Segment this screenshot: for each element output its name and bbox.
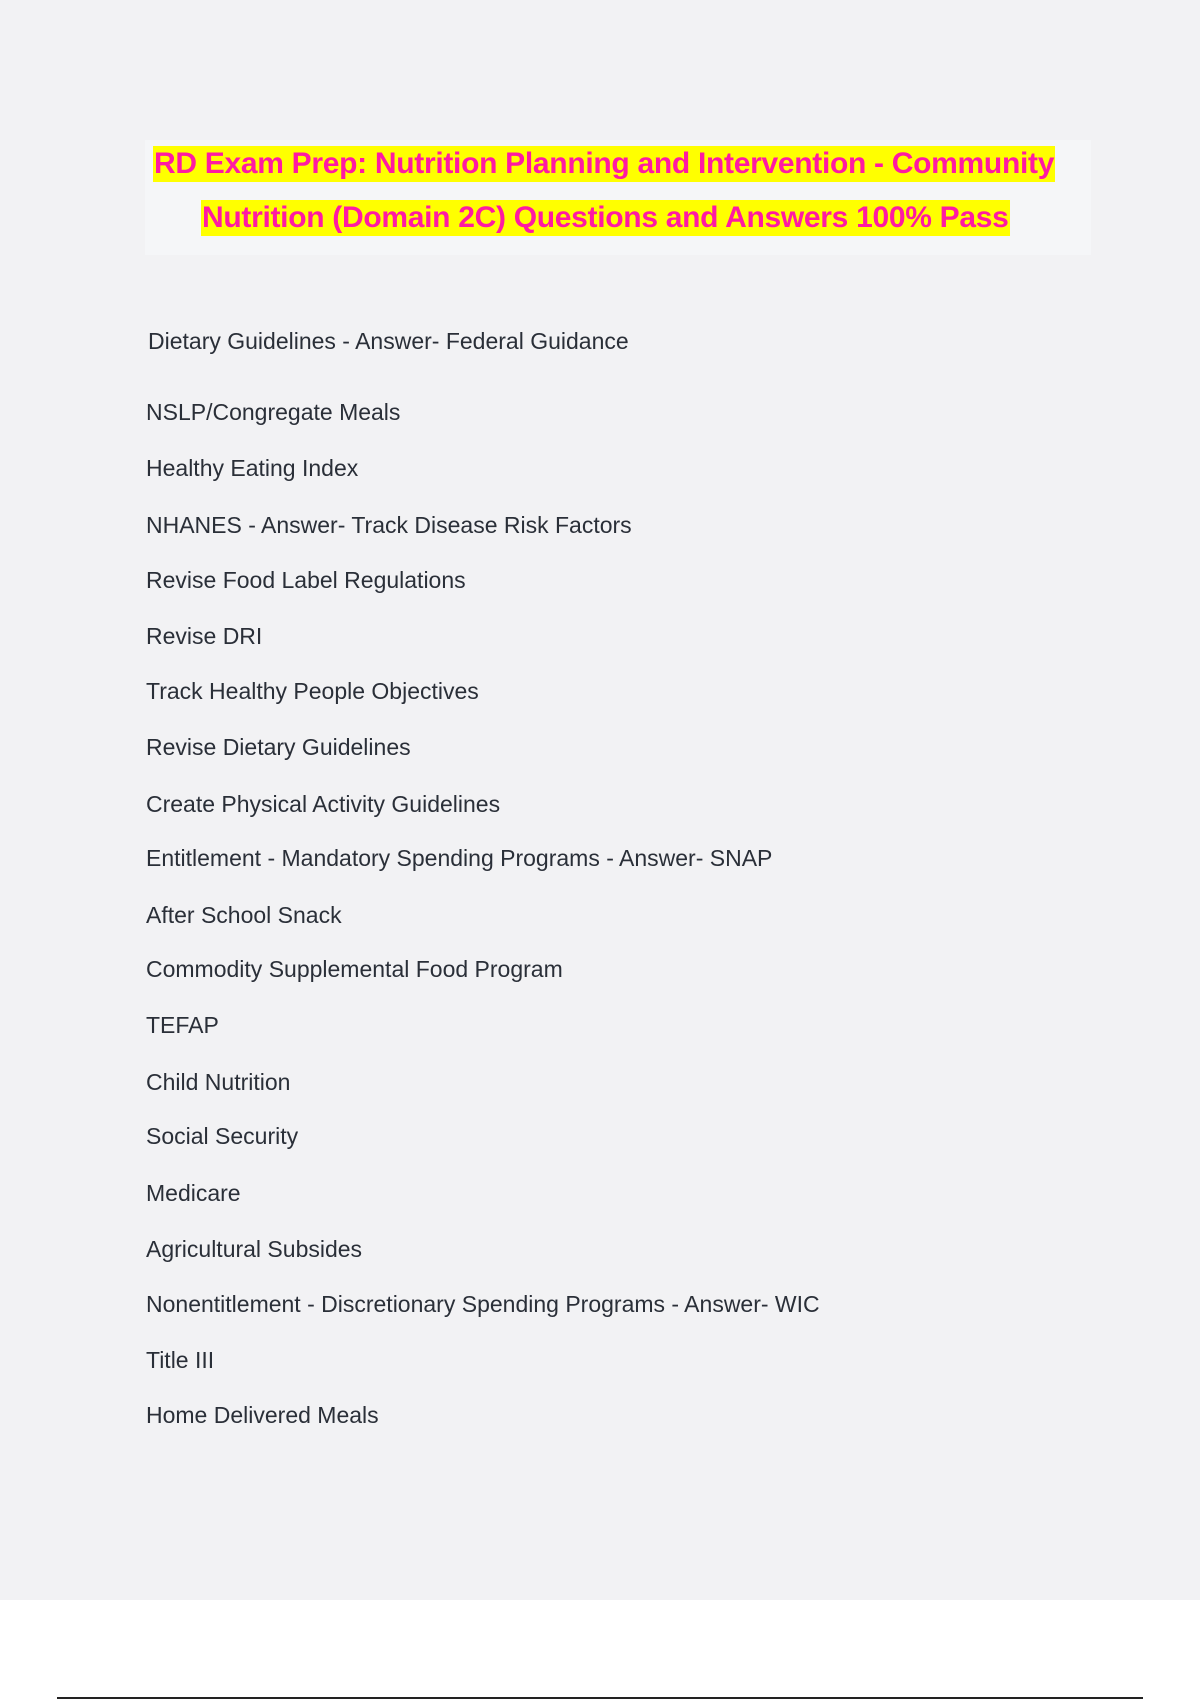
- qa-entry: TEFAP: [146, 1012, 219, 1038]
- qa-entry: Track Healthy People Objectives: [146, 678, 479, 704]
- qa-entry: Revise DRI: [146, 623, 263, 649]
- qa-entry: Create Physical Activity Guidelines: [146, 791, 501, 817]
- qa-entry: Social Security: [146, 1123, 299, 1149]
- qa-entry: Child Nutrition: [146, 1069, 291, 1095]
- qa-entry: Medicare: [146, 1180, 241, 1206]
- qa-entry: Home Delivered Meals: [146, 1402, 379, 1428]
- qa-entry: Revise Dietary Guidelines: [146, 734, 411, 760]
- qa-entry: Title III: [146, 1347, 215, 1373]
- footer-divider: [57, 1697, 1143, 1699]
- qa-entry: Entitlement - Mandatory Spending Programs - Answer- SNAP: [146, 845, 773, 871]
- qa-entry: Commodity Supplemental Food Program: [146, 956, 563, 982]
- title-line-1: RD Exam Prep: Nutrition Planning and Intervention - Community: [154, 147, 1055, 180]
- qa-entry: Dietary Guidelines - Answer- Federal Guidance: [148, 328, 629, 354]
- qa-entry: Revise Food Label Regulations: [146, 567, 466, 593]
- qa-entry: Healthy Eating Index: [146, 455, 359, 481]
- qa-entry: NSLP/Congregate Meals: [146, 399, 401, 425]
- qa-entry: NHANES - Answer- Track Disease Risk Factors: [146, 512, 632, 538]
- qa-entry: After School Snack: [146, 902, 342, 928]
- qa-entry: Agricultural Subsides: [146, 1236, 363, 1262]
- title-line-2: Nutrition (Domain 2C) Questions and Answers 100% Pass: [202, 201, 1009, 234]
- qa-entry: Nonentitlement - Discretionary Spending Programs - Answer- WIC: [146, 1291, 820, 1317]
